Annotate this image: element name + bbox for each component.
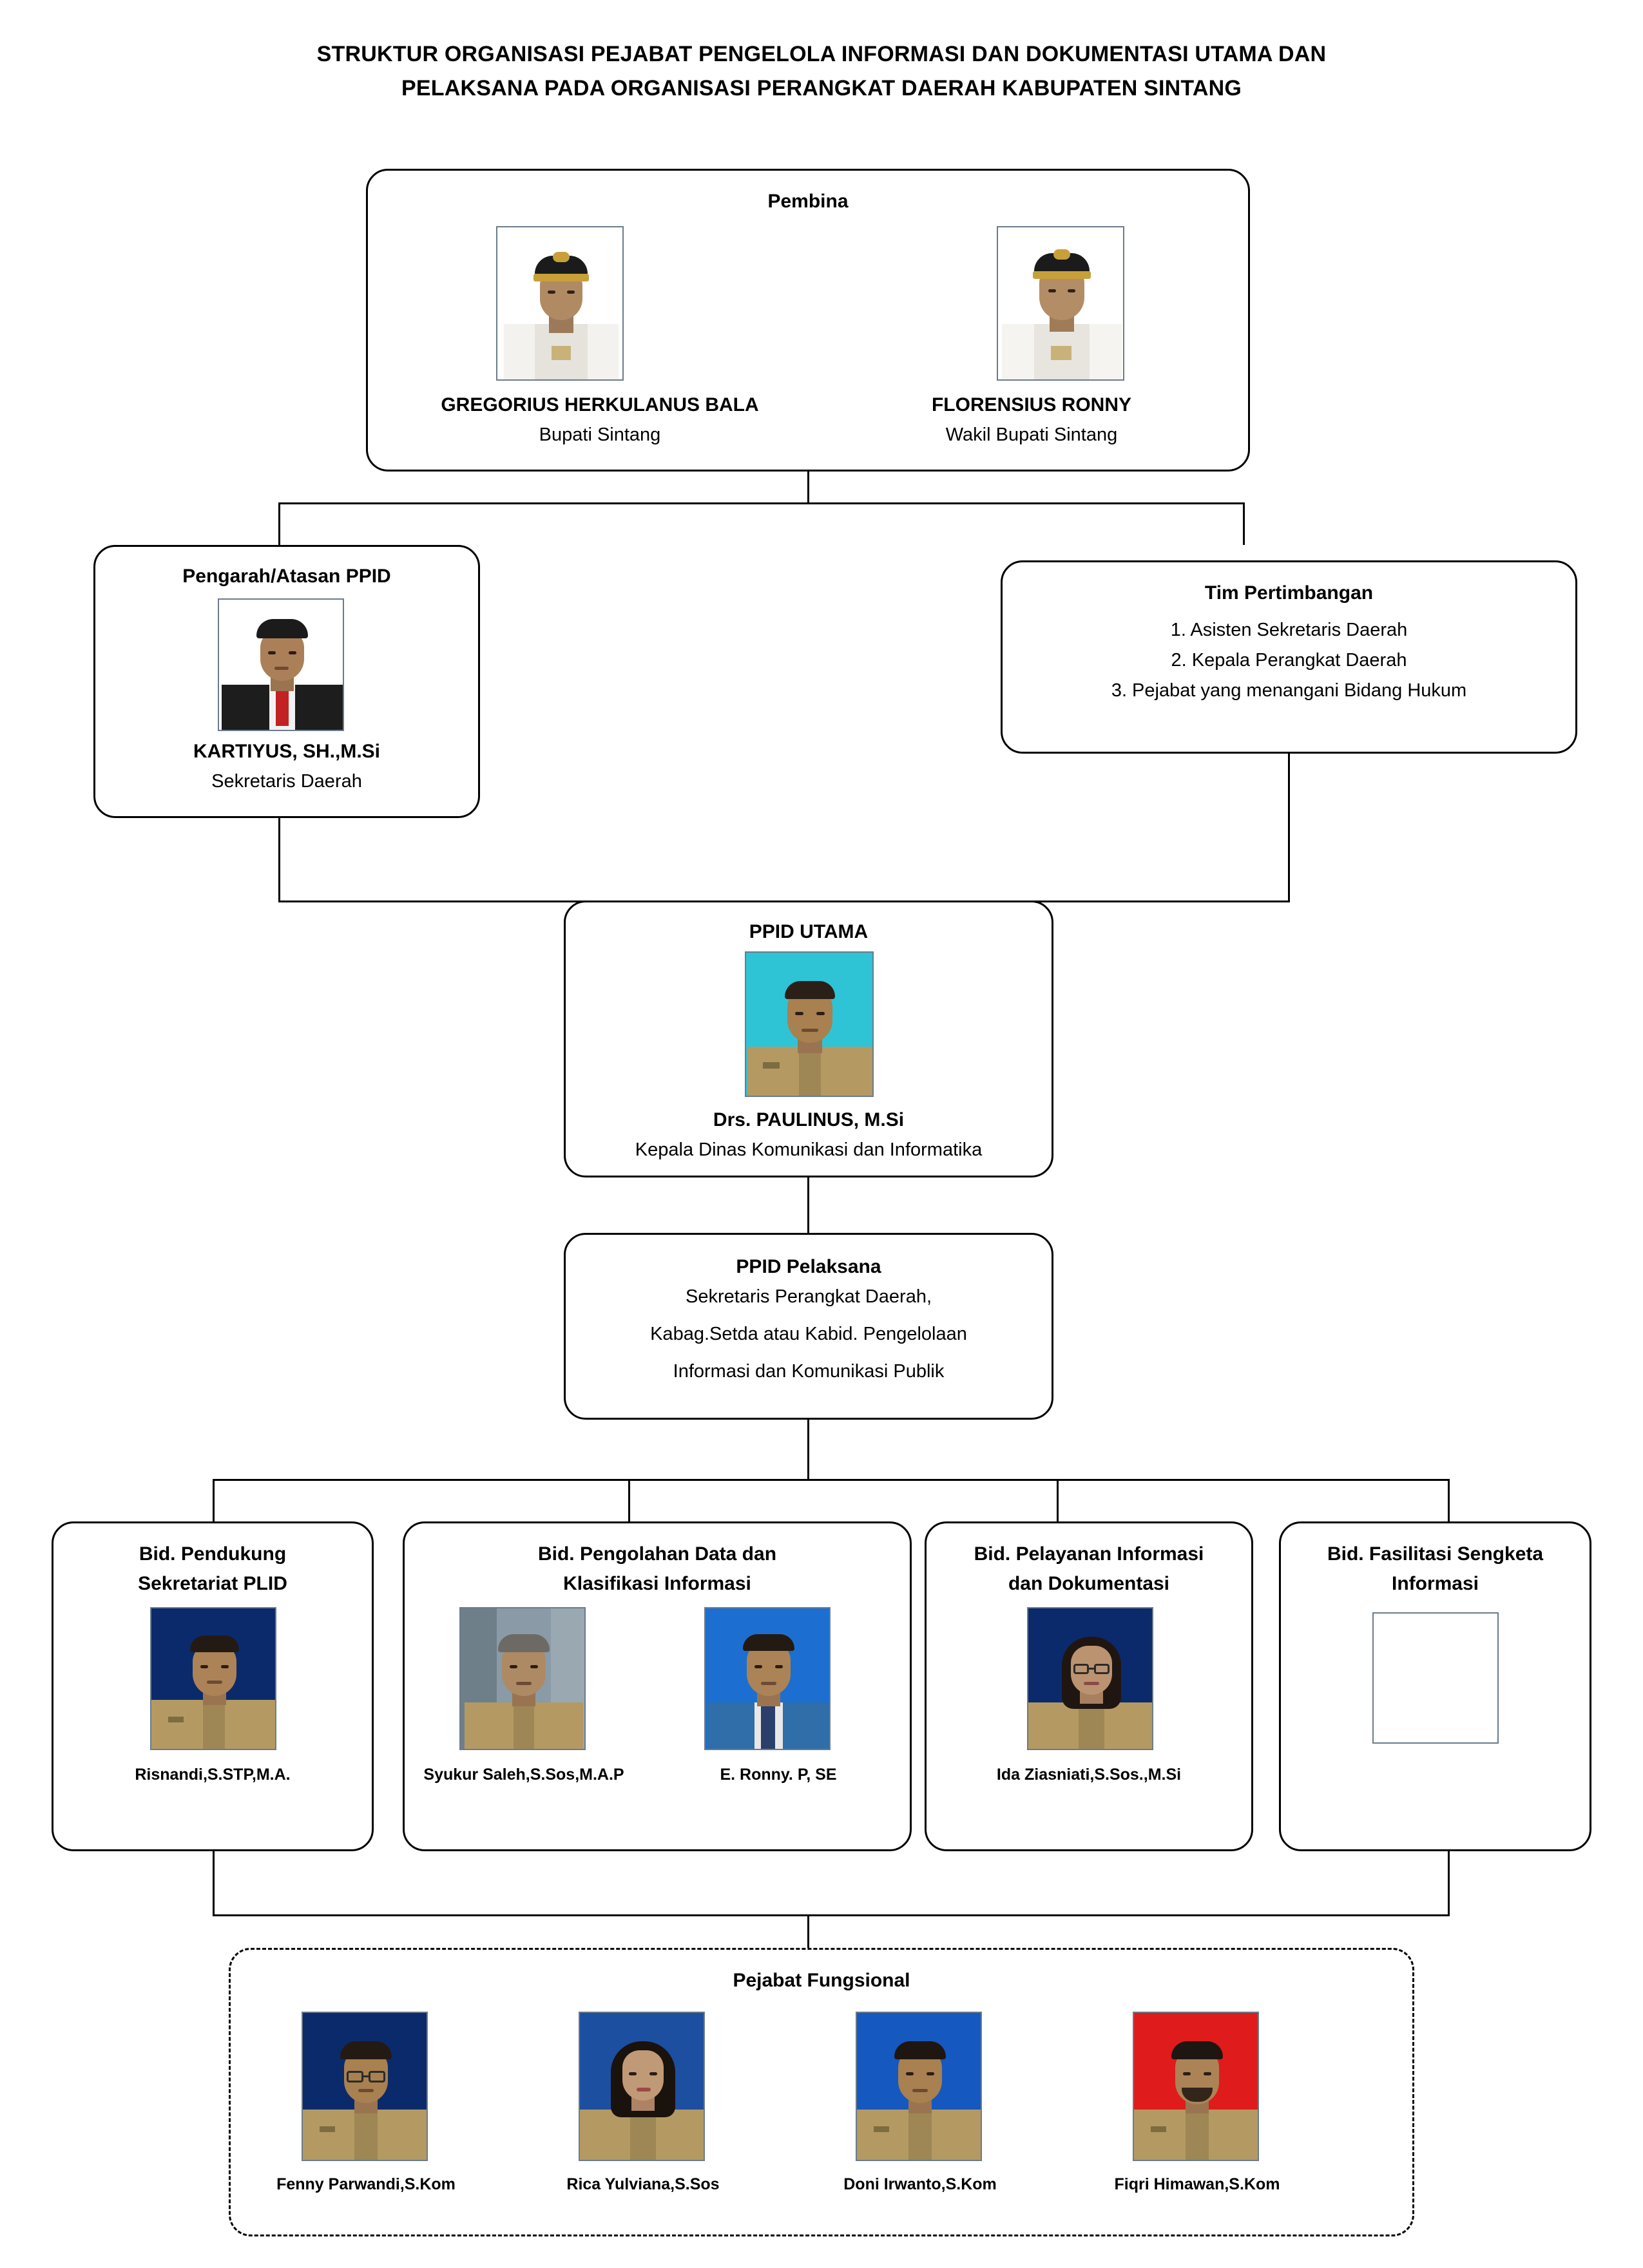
connector-bidang-horizontal: [213, 1479, 1450, 1481]
portrait-rica-yulviana: [579, 2012, 705, 2161]
ppid-pelaksana-box: [564, 1233, 1053, 1420]
bidang-1-person-name: Risnandi,S.STP,M.A.: [135, 1766, 291, 1784]
portrait-syukur-saleh: [459, 1607, 586, 1750]
bidang-2-header-line-1: Bid. Pengolahan Data dan: [537, 1543, 777, 1565]
connector-bidang-2: [628, 1479, 630, 1521]
tim-pertimbangan-item-1: 1. Asisten Sekretaris Daerah: [1170, 620, 1408, 640]
ppid-utama-position: Kepala Dinas Komunikasi dan Informatika: [635, 1139, 983, 1160]
connector-pengarah-down: [278, 818, 280, 902]
connector-bidang-1-down: [213, 1851, 215, 1916]
fungsional-name-3: Doni Irwanto,S.Kom: [843, 2175, 997, 2193]
connector-bidang-3: [1057, 1479, 1059, 1521]
page-title-line-1: STRUKTUR ORGANISASI PEJABAT PENGELOLA INFORMASI DAN DOKUMENTASI UTAMA DAN: [316, 42, 1327, 66]
ppid-pelaksana-header: PPID Pelaksana: [736, 1256, 881, 1277]
pejabat-fungsional-box: [229, 1948, 1414, 2236]
connector-fungsional-horizontal: [213, 1914, 1450, 1916]
connector-bidang-1: [213, 1479, 215, 1521]
tim-pertimbangan-header: Tim Pertimbangan: [1204, 582, 1374, 604]
tim-pertimbangan-item-3: 3. Pejabat yang menangani Bidang Hukum: [1111, 680, 1467, 701]
page-title-line-2: PELAKSANA PADA ORGANISASI PERANGKAT DAERAH KABUPATEN SINTANG: [401, 75, 1242, 100]
ppid-utama-header: PPID UTAMA: [749, 921, 869, 942]
portrait-doni-irwanto: [856, 2012, 982, 2161]
bidang-3-header-line-2: dan Dokumentasi: [1008, 1573, 1170, 1594]
bidang-2-header-line-2: Klasifikasi Informasi: [563, 1573, 751, 1594]
ppid-pelaksana-line-1: Sekretaris Perangkat Daerah,: [685, 1286, 932, 1307]
connector-to-tim: [1243, 502, 1245, 545]
ppid-utama-name: Drs. PAULINUS, M.Si: [713, 1109, 905, 1130]
bidang-3-person-name: Ida Ziasniati,S.Sos.,M.Si: [996, 1766, 1182, 1784]
connector-pembina-down: [807, 472, 809, 504]
portrait-ppid-utama: [745, 951, 874, 1097]
pembina-name-2: FLORENSIUS RONNY: [931, 394, 1132, 415]
pengarah-header: Pengarah/Atasan PPID: [182, 566, 391, 587]
bidang-3-header-line-1: Bid. Pelayanan Informasi: [974, 1543, 1204, 1565]
pengarah-name: KARTIYUS, SH.,M.Si: [193, 741, 381, 762]
portrait-wakil-bupati: [997, 226, 1124, 381]
portrait-fenny-parwandi: [302, 2012, 428, 2161]
pembina-box: [366, 169, 1250, 472]
ppid-pelaksana-line-2: Kabag.Setda atau Kabid. Pengelolaan: [650, 1324, 967, 1344]
portrait-e-ronny: [704, 1607, 831, 1750]
pejabat-fungsional-header: Pejabat Fungsional: [733, 1970, 910, 1991]
tim-pertimbangan-item-2: 2. Kepala Perangkat Daerah: [1171, 649, 1407, 671]
connector-pelaksana-down: [807, 1420, 809, 1480]
bidang-4-header-line-1: Bid. Fasilitasi Sengketa: [1327, 1543, 1544, 1565]
portrait-sekda: [218, 598, 344, 731]
portrait-fiqri-himawan: [1133, 2012, 1259, 2161]
bidang-pengolahan-data-box: [403, 1521, 912, 1851]
bidang-2-person-name-2: E. Ronny. P, SE: [720, 1766, 837, 1784]
connector-pembina-horizontal: [278, 502, 1245, 504]
pembina-position-1: Bupati Sintang: [539, 424, 661, 445]
connector-ppid-utama-to-pelaksana: [807, 1177, 809, 1233]
pengarah-box: [93, 545, 480, 818]
connector-into-fungsional: [807, 1914, 809, 1948]
bidang-2-person-name-1: Syukur Saleh,S.Sos,M.A.P: [423, 1766, 624, 1784]
pembina-name-1: GREGORIUS HERKULANUS BALA: [441, 394, 759, 415]
bidang-1-header-line-2: Sekretariat PLID: [138, 1573, 287, 1594]
bidang-1-header-line-1: Bid. Pendukung: [139, 1543, 287, 1565]
fungsional-name-4: Fiqri Himawan,S.Kom: [1114, 2175, 1280, 2193]
pembina-position-2: Wakil Bupati Sintang: [945, 424, 1118, 445]
fungsional-name-2: Rica Yulviana,S.Sos: [566, 2175, 720, 2193]
photo-placeholder-empty: [1372, 1612, 1499, 1744]
bidang-pelayanan-informasi-box: [925, 1521, 1253, 1851]
page-title: [0, 37, 1643, 105]
bidang-fasilitasi-sengketa-box: [1279, 1521, 1591, 1851]
ppid-utama-box: [564, 901, 1053, 1177]
portrait-risnandi: [150, 1607, 276, 1750]
fungsional-name-1: Fenny Parwandi,S.Kom: [276, 2175, 456, 2193]
connector-bidang-4-down: [1448, 1851, 1450, 1916]
portrait-ida-ziasniati: [1027, 1607, 1153, 1750]
ppid-pelaksana-line-3: Informasi dan Komunikasi Publik: [673, 1361, 945, 1382]
connector-tim-down: [1288, 754, 1290, 902]
connector-bidang-4: [1448, 1479, 1450, 1521]
pembina-header: Pembina: [767, 191, 849, 212]
pengarah-position: Sekretaris Daerah: [211, 771, 362, 792]
portrait-bupati: [496, 226, 624, 381]
bidang-pendukung-sekretariat-plid-box: [52, 1521, 374, 1851]
tim-pertimbangan-box: [1001, 560, 1577, 754]
bidang-4-header-line-2: Informasi: [1391, 1573, 1479, 1594]
connector-to-pengarah: [278, 502, 280, 545]
